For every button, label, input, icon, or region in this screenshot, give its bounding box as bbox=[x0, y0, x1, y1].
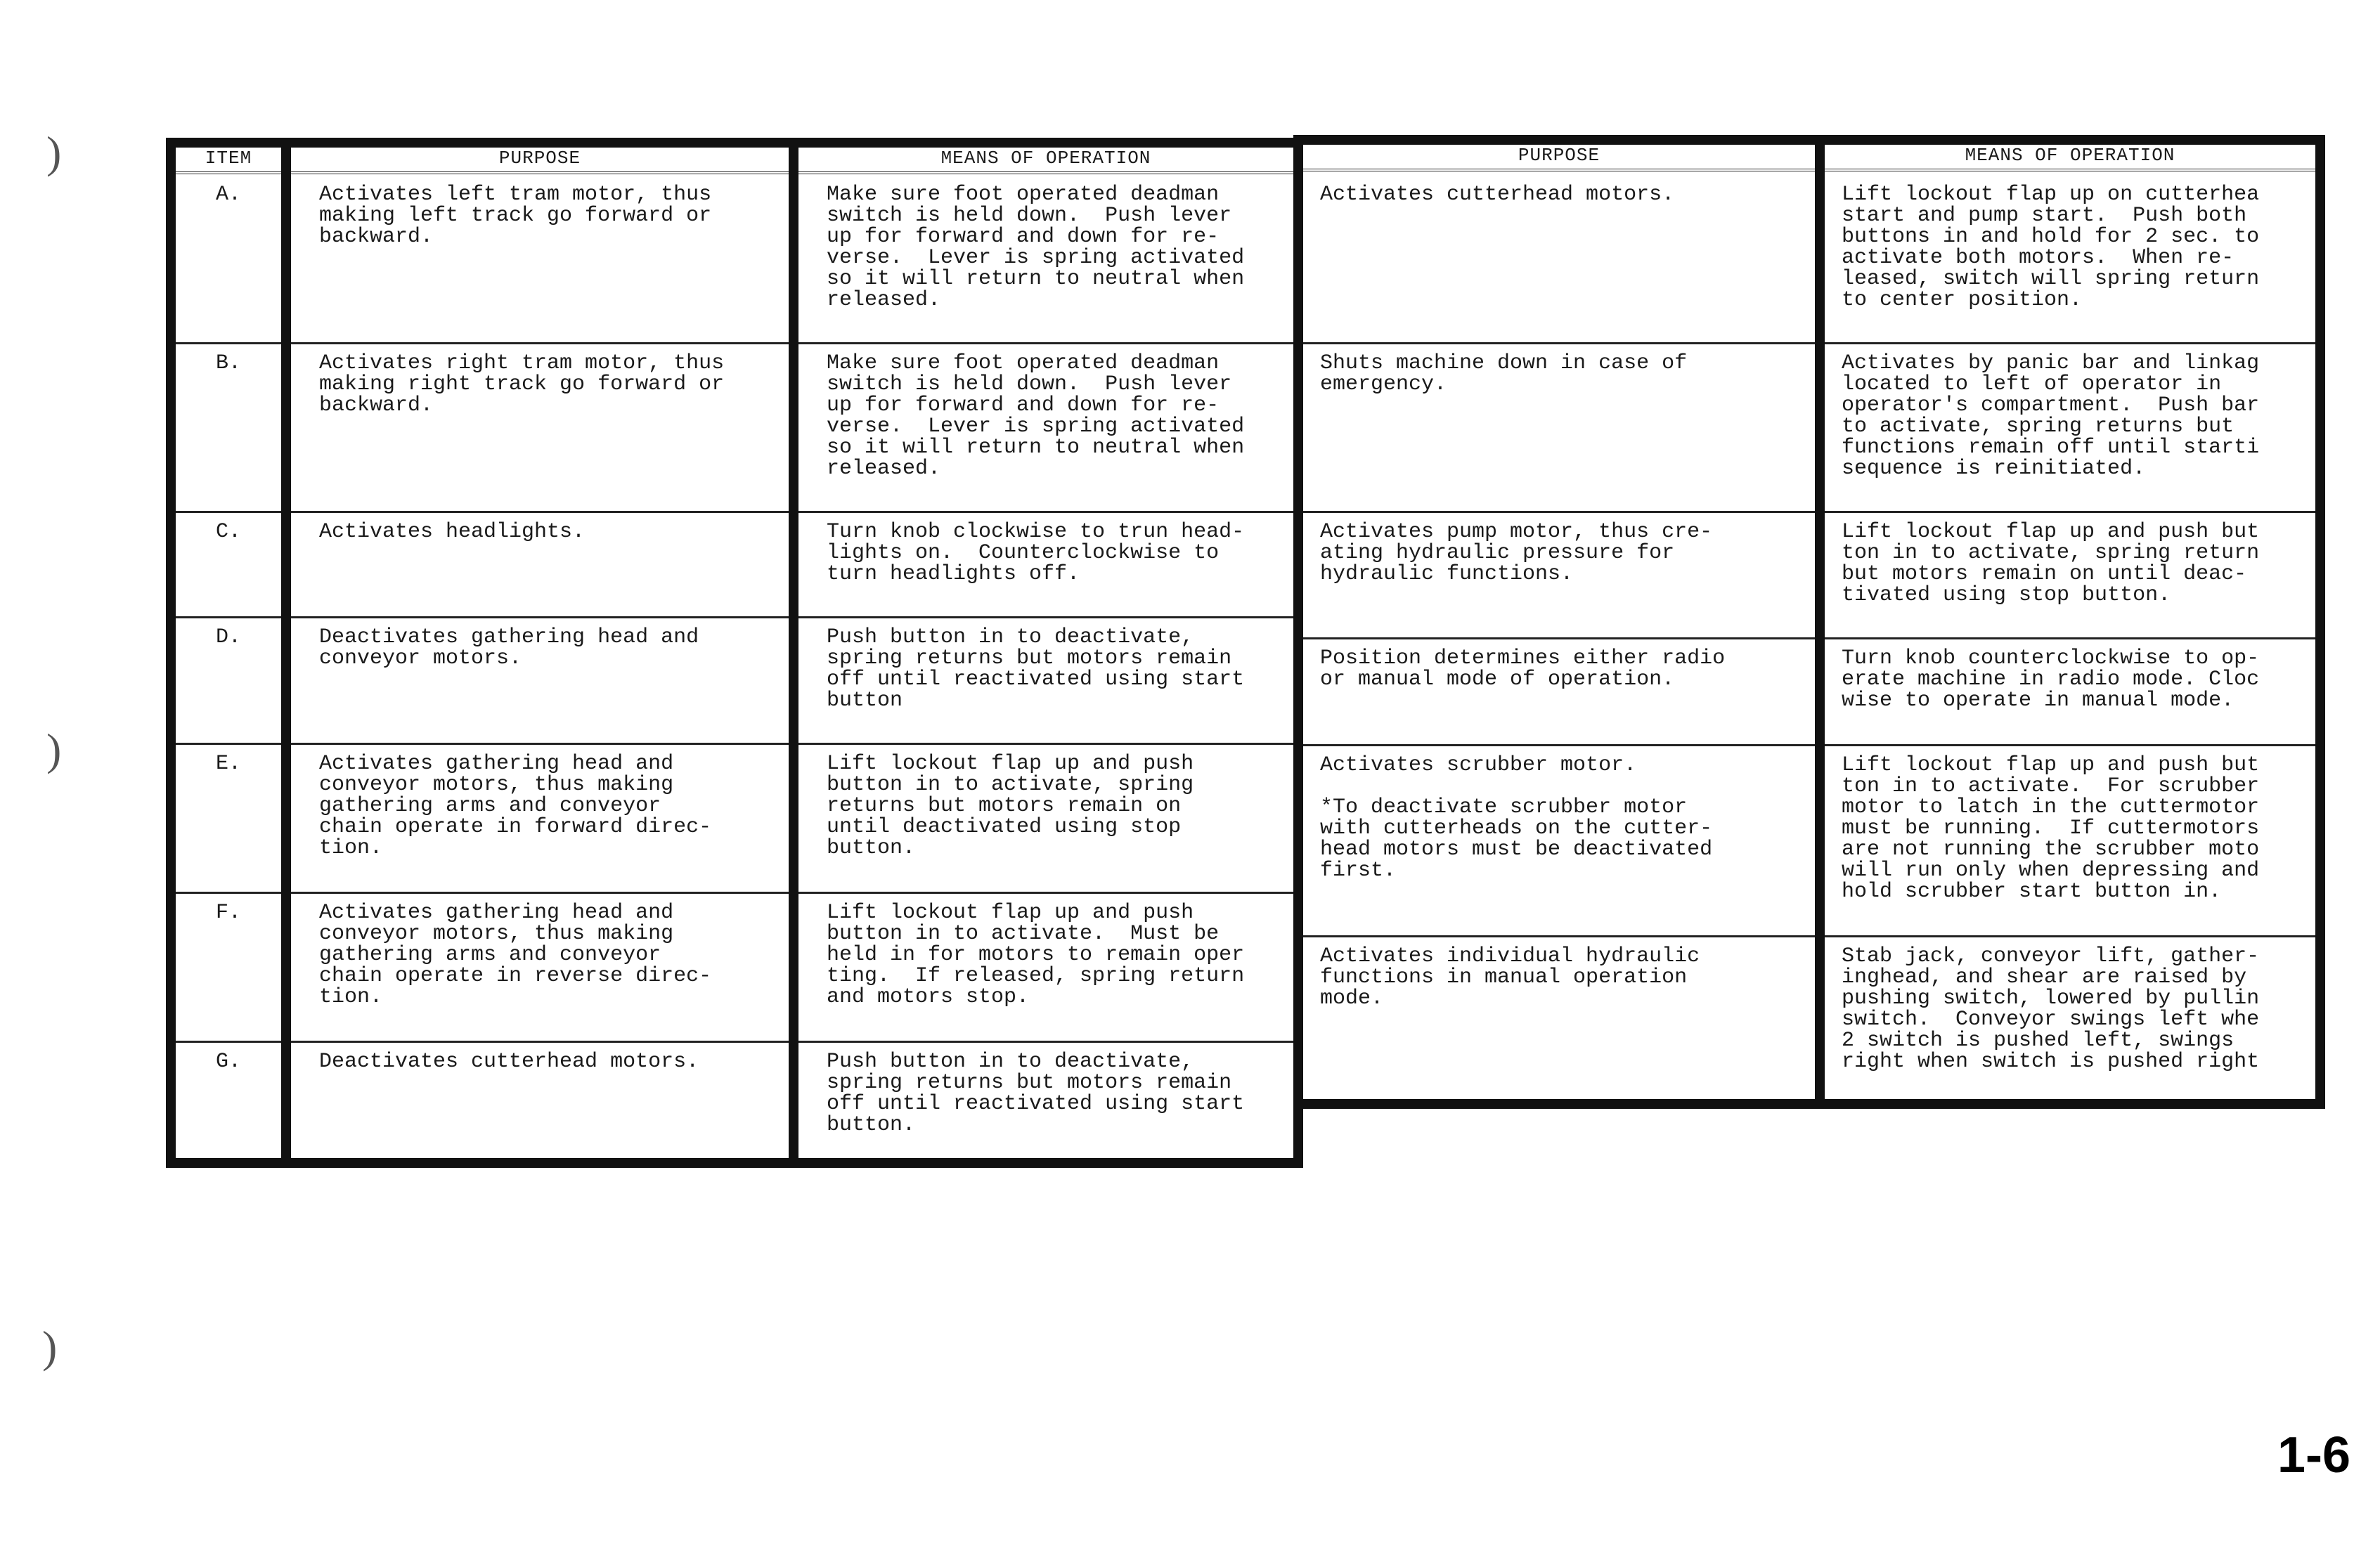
left-controls-table bbox=[166, 138, 1303, 1168]
means-cell: Turn knob counterclockwise to op- erate machine in radio mode. Cloc wise to operate in manual mode. bbox=[1825, 639, 2315, 746]
item-label: F. bbox=[176, 894, 281, 1043]
right-controls-table bbox=[1293, 135, 2325, 1109]
purpose-header: PURPOSE bbox=[1303, 145, 1815, 171]
purpose-column bbox=[1303, 145, 1815, 1099]
purpose-cell: Activates cutterhead motors. bbox=[1303, 176, 1815, 344]
purpose-cell: Position determines either radio or manual mode of operation. bbox=[1303, 639, 1815, 746]
item-column bbox=[176, 148, 281, 1158]
item-label: G. bbox=[215, 1050, 241, 1074]
means-cell: Lift lockout flap up and push button in to activate, spring returns but motors remain on until deactivated using stop button. bbox=[798, 745, 1293, 894]
binder-hole-mark: ) bbox=[46, 724, 62, 774]
means-cell: Push button in to deactivate, spring returns but motors remain off until reactivated using start button bbox=[798, 618, 1293, 745]
item-label: E. bbox=[176, 745, 281, 894]
purpose-cell: Activates headlights. bbox=[291, 513, 789, 618]
purpose-cell: Activates right tram motor, thus making right track go forward or backward. bbox=[291, 344, 789, 513]
purpose-cell: Activates gathering head and conveyor motors, thus making gathering arms and conveyor chain operate in forward direc- tion. bbox=[291, 745, 789, 894]
means-cell: Turn knob clockwise to trun head- lights on. Counterclockwise to turn headlights off. bbox=[798, 513, 1293, 618]
item-header: ITEM bbox=[176, 148, 281, 174]
means-cell: Make sure foot operated deadman switch is held down. Push lever up for forward and down for re- verse. Lever is spring activated so it will return to neutral when released. bbox=[798, 344, 1293, 513]
means-header: MEANS OF OPERATION bbox=[798, 148, 1293, 174]
means-cell: Lift lockout flap up and push but ton in to activate, spring return but motors remain on until deac- tivated using stop button. bbox=[1825, 513, 2315, 639]
means-cell: Lift lockout flap up on cutterhea start and pump start. Push both buttons in and hold for 2 sec. to activate both motors. When re- leased, switch will spring return to center position. bbox=[1825, 176, 2315, 344]
purpose-cell: Activates scrubber motor. *To deactivate scrubber motor with cutterheads on the cutter- head motors must be deactivated first. bbox=[1303, 746, 1815, 937]
purpose-header: PURPOSE bbox=[291, 148, 789, 174]
purpose-cell: Shuts machine down in case of emergency. bbox=[1303, 344, 1815, 513]
purpose-cell: Activates pump motor, thus cre- ating hydraulic pressure for hydraulic functions. bbox=[1303, 513, 1815, 639]
binder-hole-mark: ) bbox=[42, 1322, 58, 1372]
means-cell: Lift lockout flap up and push but ton in to activate. For scrubber motor to latch in the cuttermotor must be running. If cuttermotors are not running the scrubber moto will run only when depressing and hold scrubber start button in. bbox=[1825, 746, 2315, 937]
means-cell: Push button in to deactivate, spring returns but motors remain off until reactivated using start button. bbox=[827, 1050, 1245, 1137]
purpose-cell: Deactivates gathering head and conveyor motors. bbox=[291, 618, 789, 745]
means-column bbox=[789, 148, 1293, 1158]
means-cell: Lift lockout flap up and push button in to activate. Must be held in for motors to remain oper ting. If released, spring return and motors stop. bbox=[798, 894, 1293, 1043]
item-label: D. bbox=[176, 618, 281, 745]
item-label: A. bbox=[176, 176, 281, 344]
binder-hole-mark: ) bbox=[46, 127, 62, 177]
purpose-cell: Activates gathering head and conveyor motors, thus making gathering arms and conveyor chain operate in reverse direc- tion. bbox=[291, 894, 789, 1043]
means-cell: Activates by panic bar and linkag located to left of operator in operator's compartment. Push bar to activate, spring returns but functions remain off until starti sequence is reinitiated. bbox=[1825, 344, 2315, 513]
item-label: B. bbox=[176, 344, 281, 513]
means-cell: Make sure foot operated deadman switch is held down. Push lever up for forward and down for re- verse. Lever is spring activated so it will return to neutral when released. bbox=[798, 176, 1293, 344]
means-header: MEANS OF OPERATION bbox=[1825, 145, 2315, 171]
means-column bbox=[1815, 145, 2315, 1099]
purpose-column bbox=[281, 148, 789, 1158]
means-cell: Stab jack, conveyor lift, gather- inghead, and shear are raised by pushing switch, lowered by pullin switch. Conveyor swings left whe 2 switch is pushed left, swings right when switch is pushed right bbox=[1842, 944, 2260, 1074]
purpose-cell: Activates left tram motor, thus making left track go forward or backward. bbox=[291, 176, 789, 344]
page-number: 1-6 bbox=[2277, 1427, 2351, 1483]
item-label: C. bbox=[176, 513, 281, 618]
purpose-cell: Deactivates cutterhead motors. bbox=[319, 1050, 699, 1074]
purpose-cell: Activates individual hydraulic functions in manual operation mode. bbox=[1320, 944, 1700, 1010]
